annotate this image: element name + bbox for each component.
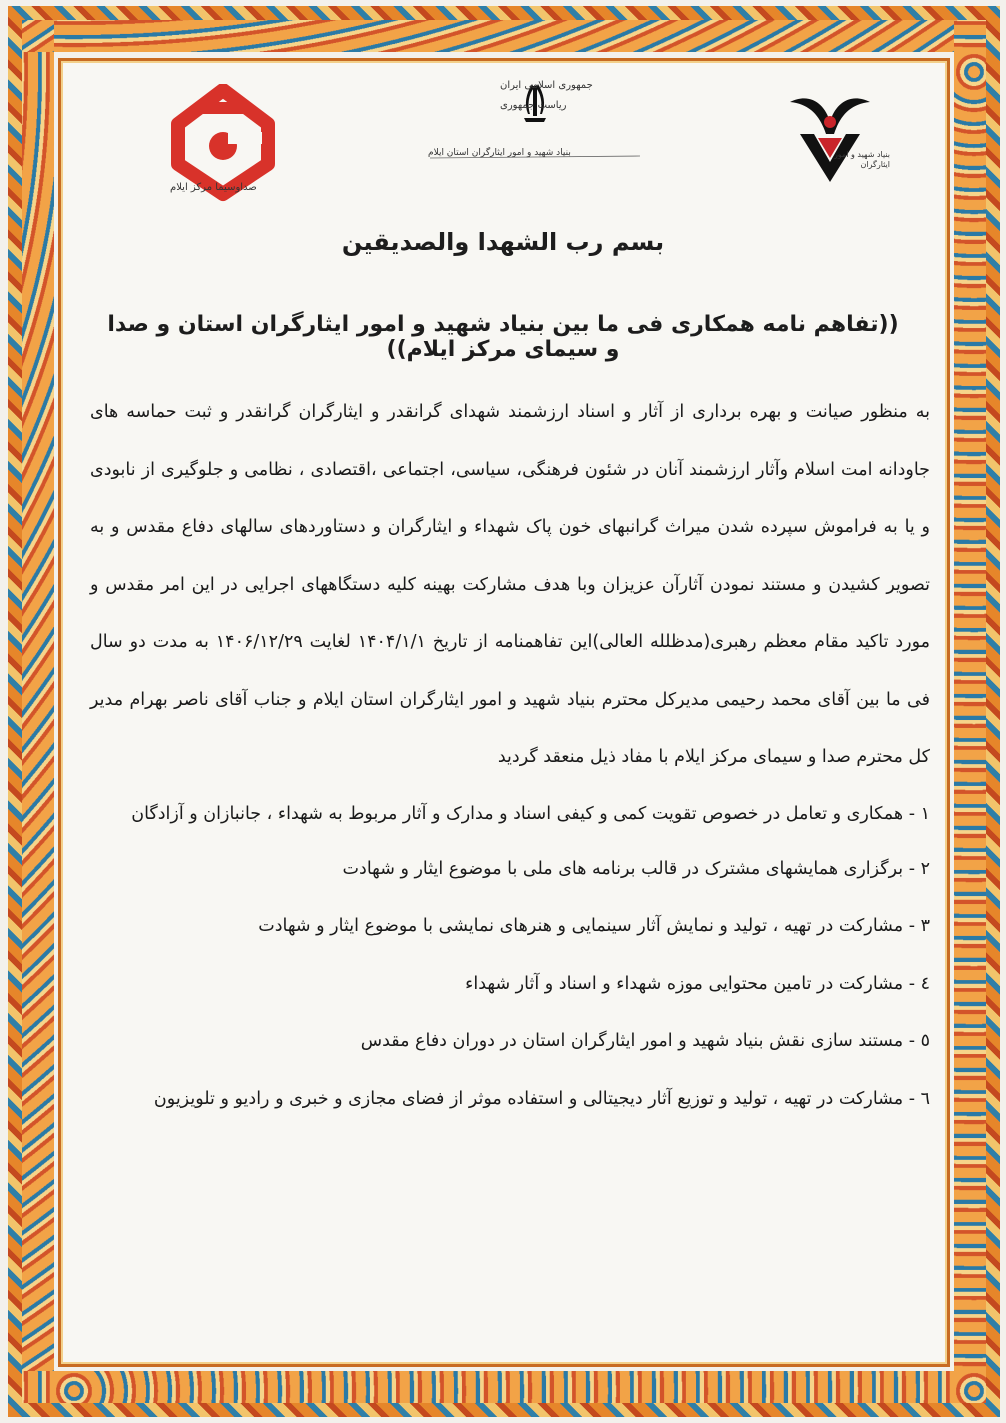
bismillah-heading: بسم رب الشهدا والصدیقین bbox=[341, 228, 665, 256]
presidency-caption: ریاست جمهوری bbox=[500, 100, 567, 111]
iran-emblem-logo bbox=[420, 76, 650, 176]
clause-item: ۳ - مشارکت در تهیه ، تولید و نمایش آثار سینمایی و هنرهای نمایشی با موضوع ایثار و شهادت bbox=[258, 916, 930, 936]
martyr-foundation-logo bbox=[780, 82, 880, 192]
intro-paragraph: به منظور صیانت و بهره برداری از آثار و اسناد ارزشمند شهدای گرانقدر و ایثارگران گرانقدر و ثبت حماسه های جاودانه امت اسلام وآثار ارزشمند آنان در شئون فرهنگی، سیاسی، اجتماعی ،اقتصادی ، نظامی و جلوگیری از نابودی و یا به فراموش سپرده شدن میراث گرانبهای خون پاک شهداء و ایثارگران و دستاوردهای سالهای دفاع مقدس و به تصویر کشیدن و مستند نمودن آثارآن عزیزان وبا هدف مشارکت بهینه کلیه دستگاههای اجرایی در این امر مقدس و مورد تاکید مقام معظم رهبری(مدظلله العالی)این تفاهمنامه از تاریخ ۱۴۰۴/۱/۱ لغایت ۱۴۰۶/۱۲/۲۹ به مدت دو سال فی ما بین آقای محمد رحیمی مدیرکل محترم بنیاد شهید و امور ایثارگران استان ایلام و جناب آقای ناصر بهرام مدیر کل محترم صدا و سیمای مرکز ایلام با مفاد ذیل منعقد گردید bbox=[90, 402, 930, 767]
clauses-list bbox=[90, 787, 930, 1129]
memorandum-title: ((تفاهم نامه همکاری فی ما بین بنیاد شهید و امور ایثارگران استان و صدا و سیمای مرکز ایلام)) bbox=[107, 312, 899, 362]
memorandum-body bbox=[90, 384, 930, 1128]
clause-item: ٥ - مستند سازی نقش بنیاد شهید و امور ایثارگران استان در دوران دفاع مقدس bbox=[360, 1031, 930, 1051]
clause-item: ۲ - برگزاری همایشهای مشترک در قالب برنامه های ملی با موضوع ایثار و شهادت bbox=[342, 858, 930, 879]
clause-item: ۱ - همکاری و تعامل در خصوص تقویت کمی و کیفی اسناد و مدارک و آثار مربوط به شهداء ، جانبازان و آزادگان bbox=[131, 803, 930, 824]
foundation-logo-caption: بنیاد شهید و امور ایثارگران bbox=[833, 150, 890, 169]
republic-caption: جمهوری اسلامی ایران bbox=[500, 80, 593, 91]
irib-logo-caption: صداوسیما مرکز ایلام bbox=[170, 182, 257, 193]
clause-item: ٦ - مشارکت در تهیه ، تولید و توزیع آثار دیجیتالی و استفاده موثر از فضای مجازی و خبری و رادیو و تلویزیون bbox=[153, 1088, 930, 1109]
clause-item: ٤ - مشارکت در تامین محتوایی موزه شهداء و اسناد و آثار شهداء bbox=[465, 973, 930, 994]
foundation-caption: بنیاد شهید و امور ایثارگران استان ایلام bbox=[428, 148, 571, 158]
